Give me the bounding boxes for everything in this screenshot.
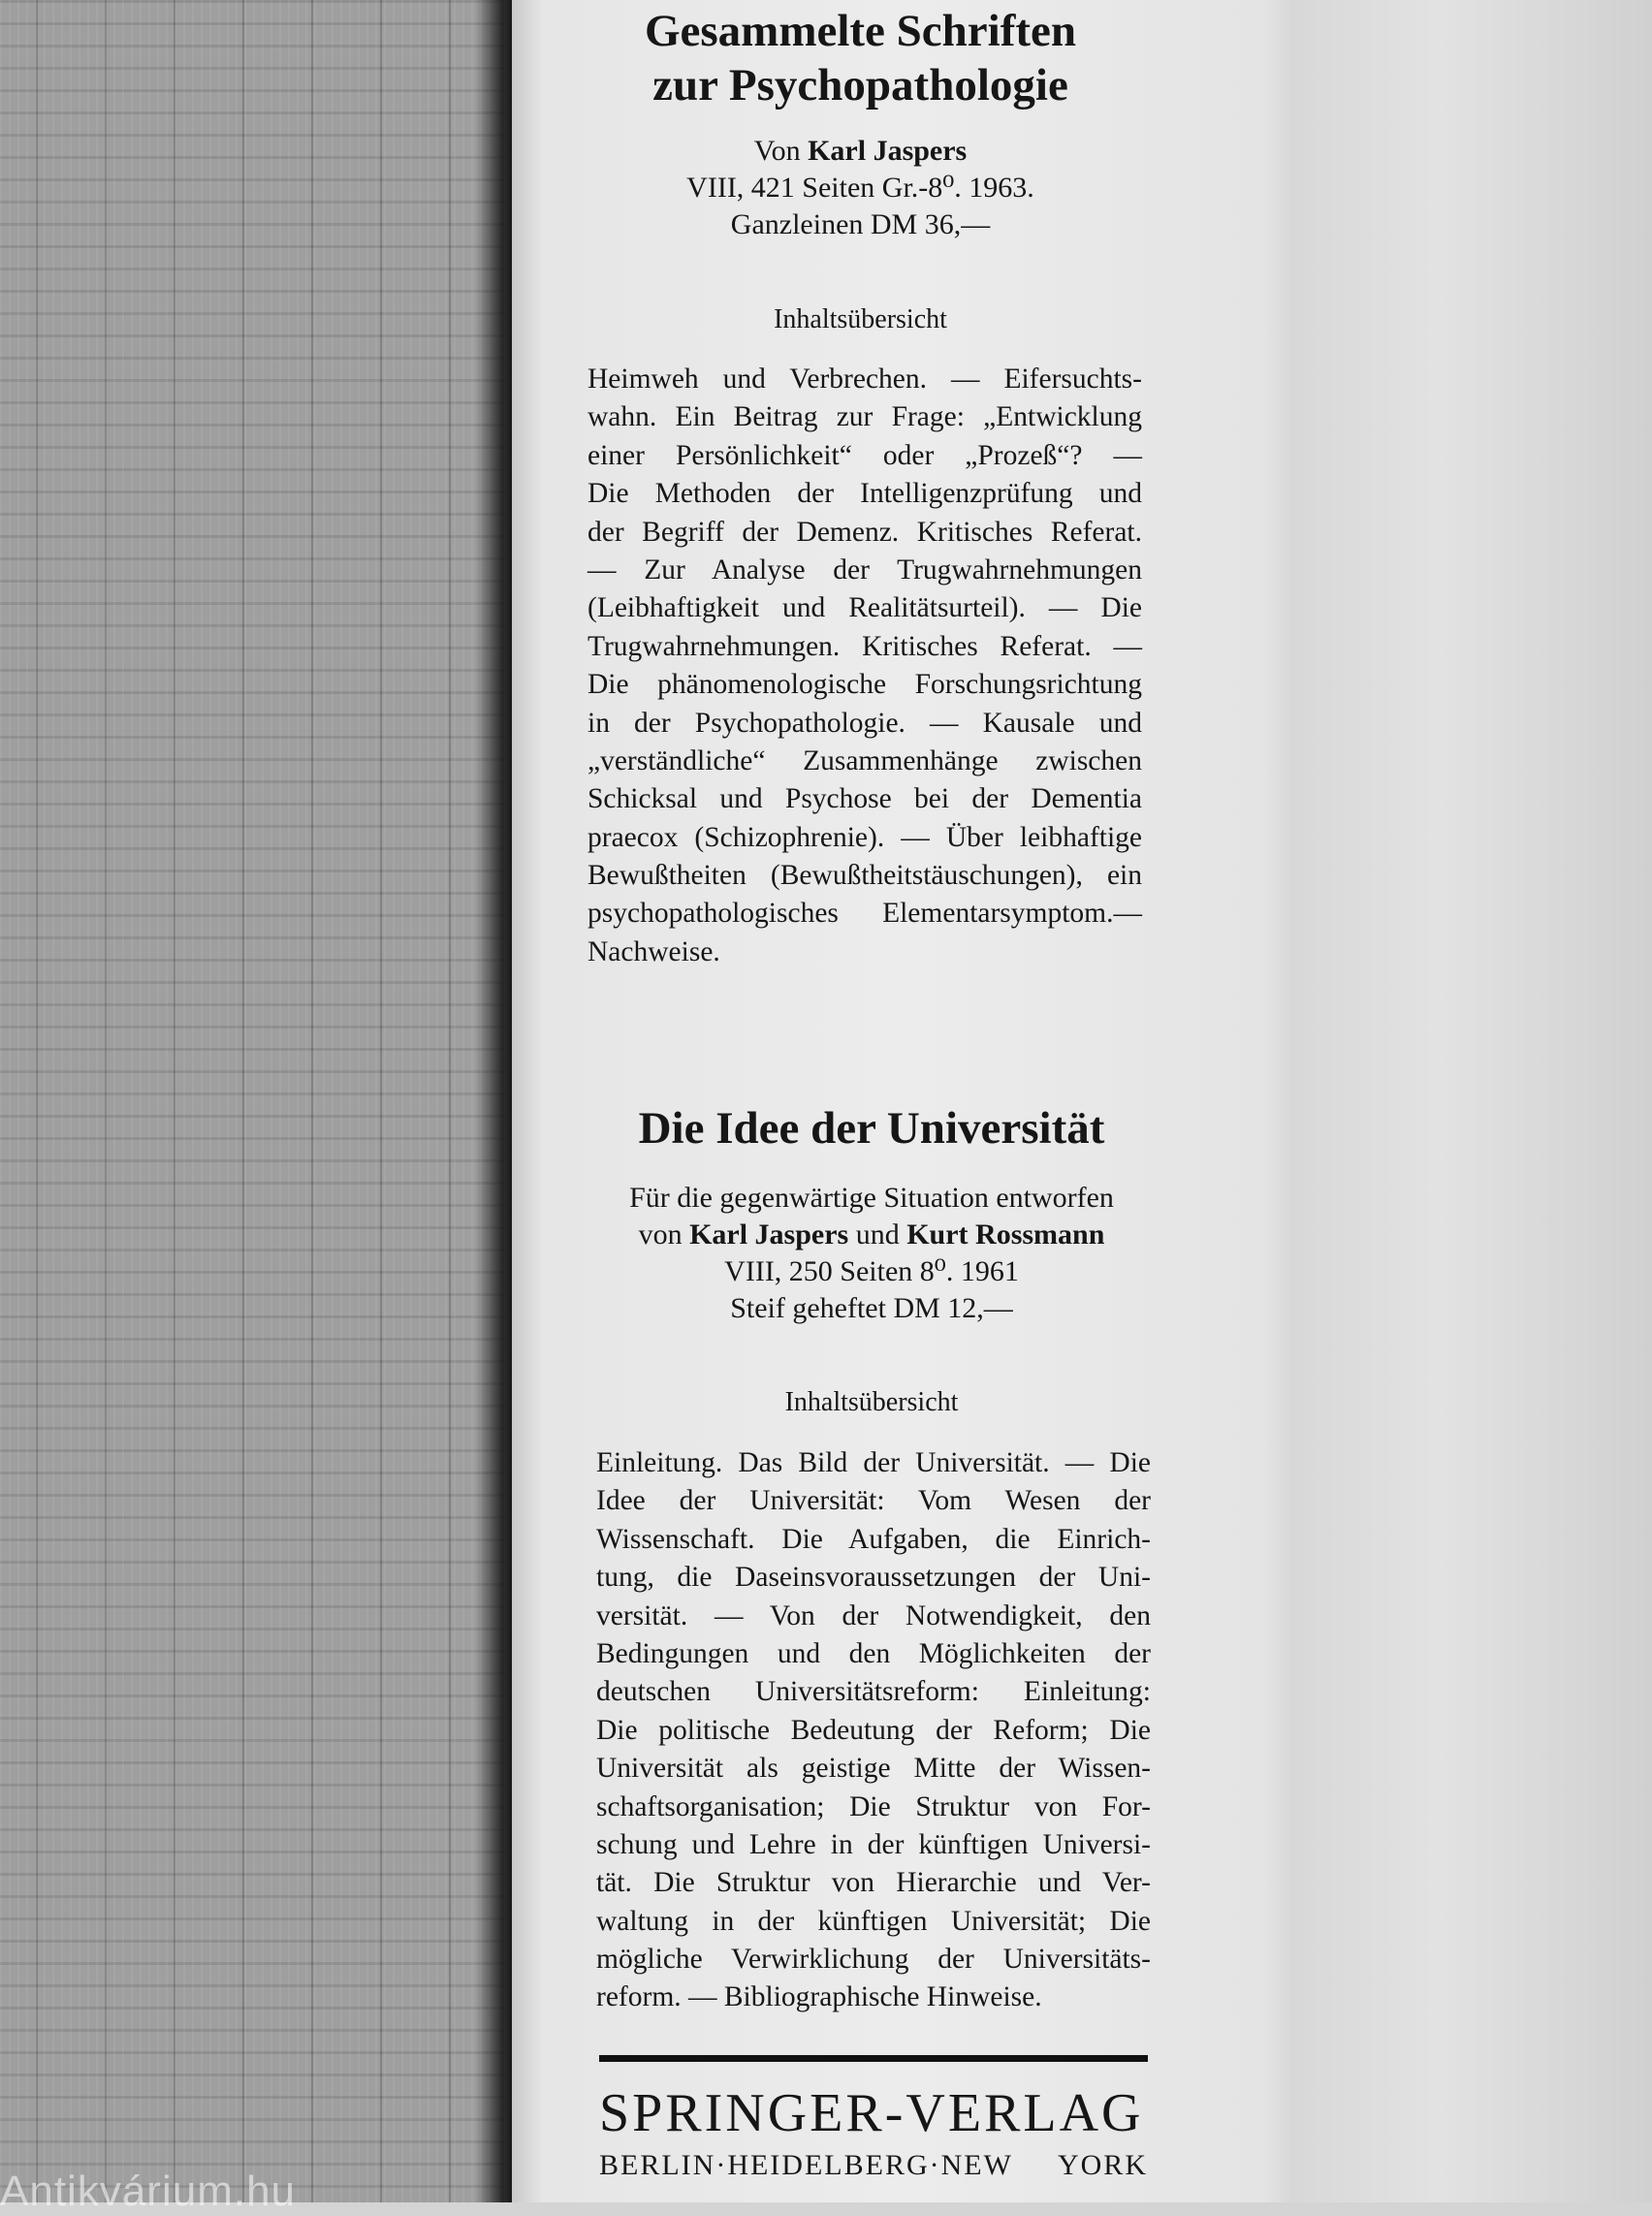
toc-line: Einleitung. Das Bild der Universität. — Die bbox=[596, 1447, 1151, 1478]
background-board bbox=[0, 0, 504, 2202]
toc-line: Schicksal und Psychose bei der Dementia bbox=[588, 783, 1142, 815]
toc-line: Die phänomenologische Forschungsrichtung bbox=[588, 669, 1142, 701]
watermark: Antikvárium.hu bbox=[0, 2168, 297, 2215]
toc-line: Wissenschaft. Die Aufgaben, die Einrich- bbox=[596, 1523, 1151, 1555]
toc-line: deutschen Universitätsreform: Einleitung: bbox=[596, 1676, 1151, 1708]
toc-line: Die politische Bedeutung der Reform; Die bbox=[596, 1714, 1151, 1746]
toc-line: waltung in der künftigen Universität; Die bbox=[596, 1905, 1151, 1937]
toc-line: in der Psychopathologie. — Kausale und bbox=[588, 707, 1142, 739]
book1-author-line bbox=[572, 133, 1149, 170]
book2-toc-text bbox=[596, 1444, 1151, 2017]
toc-line: mögliche Verwirklichung der Universitäts- bbox=[596, 1944, 1151, 1976]
book1-toc-heading: Inhaltsübersicht bbox=[774, 304, 947, 334]
toc-line: Die Methoden der Intelligenzprüfung und bbox=[588, 478, 1142, 510]
toc-line: Bewußtheiten (Bewußtheitstäuschungen), ein bbox=[588, 860, 1142, 892]
book1-toc-text bbox=[588, 361, 1142, 971]
toc-line: Universität als geistige Mitte der Wissen- bbox=[596, 1753, 1151, 1785]
book2-meta bbox=[572, 1180, 1171, 1327]
book2-toc-heading: Inhaltsübersicht bbox=[784, 1387, 959, 1417]
book1-author-prefix: Von bbox=[753, 135, 801, 167]
toc-line: versität. — Von der Notwendigkeit, den bbox=[596, 1599, 1151, 1631]
background-right bbox=[1294, 0, 1652, 2202]
book1-title-line1: Gesammelte Schriften bbox=[644, 6, 1077, 56]
publisher-name: SPRINGER-VERLAG bbox=[599, 2083, 1144, 2143]
book1-title bbox=[572, 4, 1149, 112]
book2-author-joiner: und bbox=[855, 1219, 900, 1250]
toc-line: — Zur Analyse der Trugwahrnehmungen bbox=[588, 554, 1142, 586]
toc-line: tät. Die Struktur von Hierarchie und Ver- bbox=[596, 1867, 1151, 1899]
toc-line: Trugwahrnehmungen. Kritisches Referat. — bbox=[588, 630, 1142, 662]
toc-line: Heimweh und Verbrechen. — Eifersuchts- bbox=[588, 364, 1142, 395]
toc-line: einer Persönlichkeit“ oder „Prozeß“? — bbox=[588, 439, 1142, 471]
toc-line: Nachweise. bbox=[588, 935, 720, 967]
book1-details: VIII, 421 Seiten Gr.-8⁰. 1963. bbox=[686, 172, 1034, 204]
book1-price: Ganzleinen DM 36,— bbox=[730, 208, 991, 240]
toc-line: psychopathologisches Elementarsymptom.— bbox=[588, 898, 1142, 930]
toc-line: wahn. Ein Beitrag zur Frage: „Entwicklung bbox=[588, 401, 1142, 433]
book2-subtitle: Für die gegenwärtige Situation entworfen bbox=[629, 1182, 1114, 1214]
toc-line: schaftsorganisation; Die Struktur von For- bbox=[596, 1790, 1151, 1822]
toc-line: „verständliche“ Zusammenhänge zwischen bbox=[588, 744, 1142, 776]
book1-author: Karl Jaspers bbox=[808, 135, 968, 167]
book1-meta bbox=[572, 133, 1149, 243]
book2-author2: Kurt Rossmann bbox=[906, 1219, 1105, 1250]
book2-author-prefix: von bbox=[638, 1219, 683, 1250]
toc-line: reform. — Bibliographische Hinweise. bbox=[596, 1981, 1042, 2013]
book2-details: VIII, 250 Seiten 8⁰. 1961 bbox=[724, 1255, 1019, 1287]
toc-line: praecox (Schizophrenie). — Über leibhaftige bbox=[588, 821, 1142, 853]
toc-line: Bedingungen und den Möglichkeiten der bbox=[596, 1637, 1151, 1669]
book1-title-line2: zur Psychopathologie bbox=[652, 60, 1068, 111]
toc-line: tung, die Daseinsvoraussetzungen der Uni- bbox=[596, 1562, 1151, 1594]
toc-line: schung und Lehre in der künftigen Universi- bbox=[596, 1828, 1151, 1860]
publisher-cities: BERLIN·HEIDELBERG·NEW YORK bbox=[599, 2149, 1148, 2181]
page-edge-shadow bbox=[475, 0, 514, 2202]
toc-line: Idee der Universität: Vom Wesen der bbox=[596, 1485, 1151, 1517]
toc-line: der Begriff der Demenz. Kritisches Referat. bbox=[588, 516, 1142, 548]
book2-author1: Karl Jaspers bbox=[689, 1219, 849, 1250]
book2-price: Steif geheftet DM 12,— bbox=[730, 1292, 1013, 1324]
book2-title: Die Idee der Universität bbox=[638, 1103, 1105, 1154]
book2-author-line bbox=[572, 1217, 1171, 1253]
publisher-rule bbox=[599, 2055, 1148, 2062]
toc-line: (Leibhaftigkeit und Realitätsurteil). — Die bbox=[588, 592, 1142, 624]
